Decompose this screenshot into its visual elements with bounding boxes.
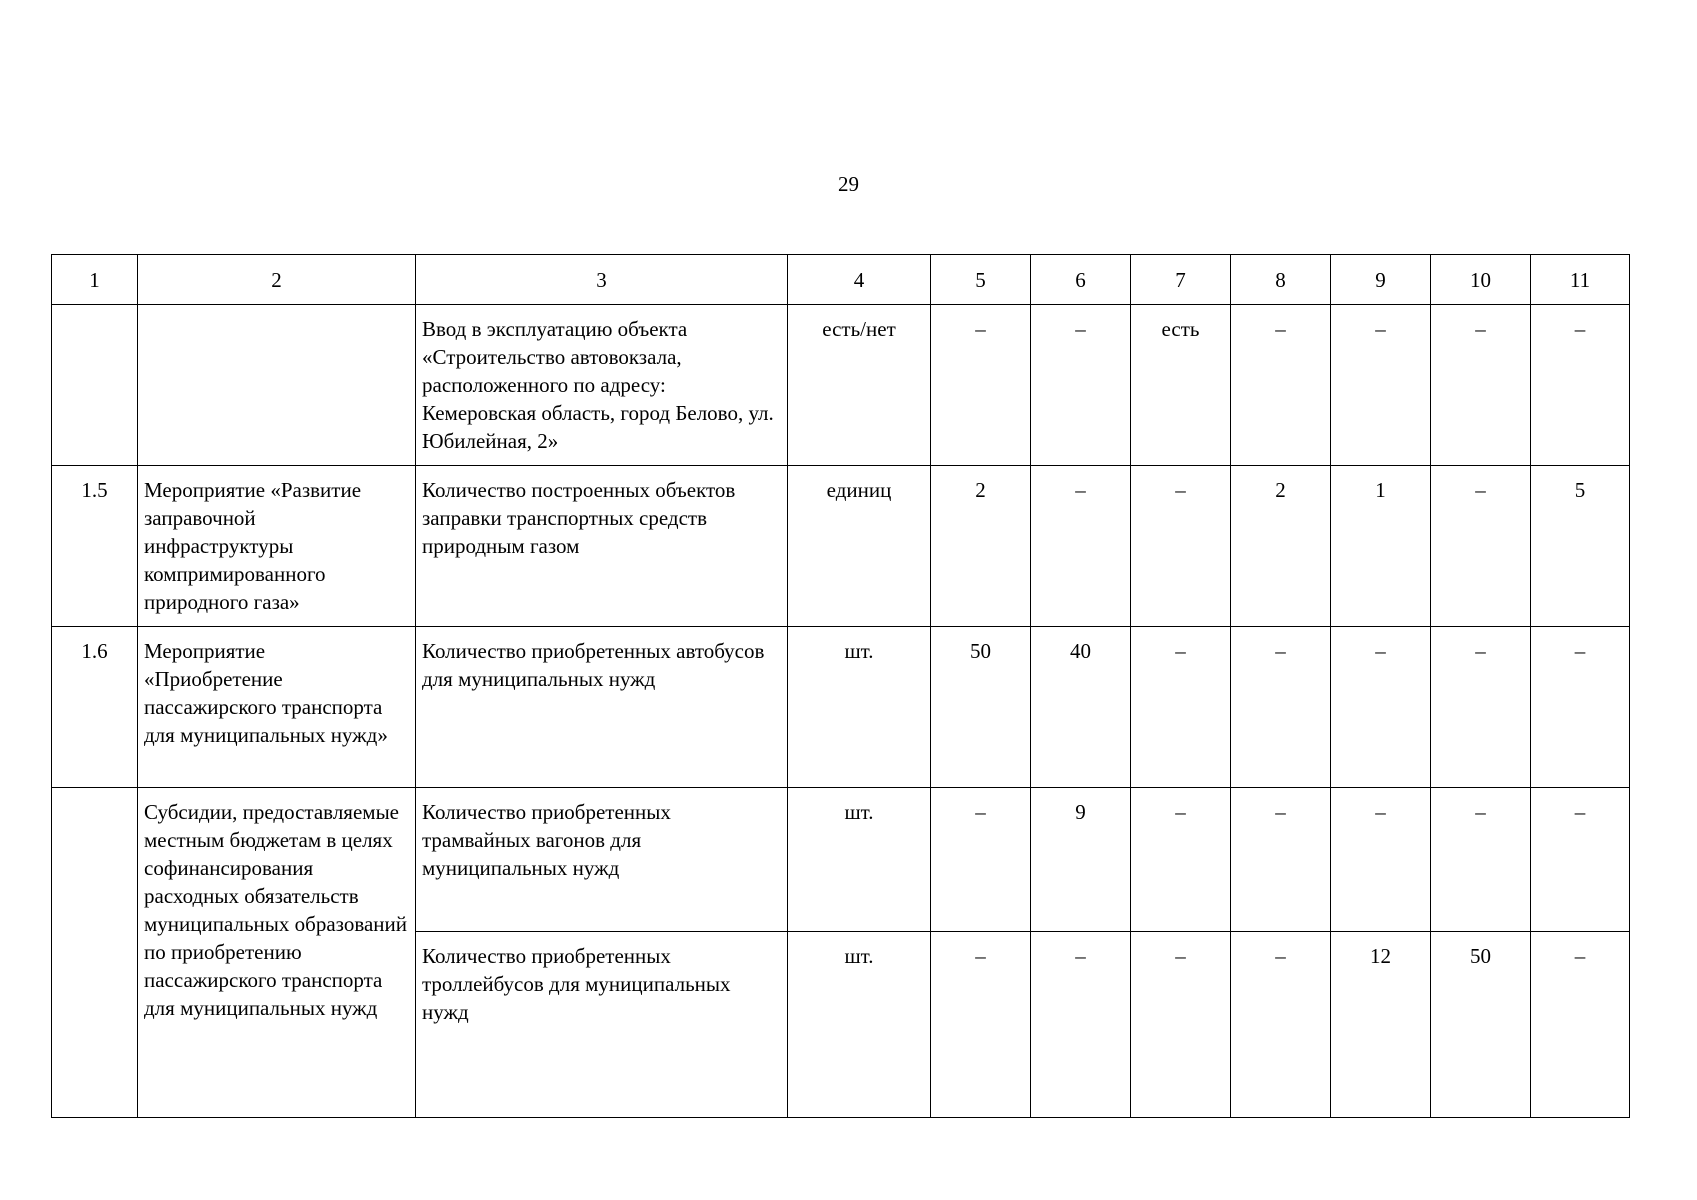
value-cell: –: [1131, 788, 1231, 932]
row-number-cell: 1.5: [52, 466, 138, 627]
value-cell: –: [1231, 932, 1331, 1118]
header-cell: 11: [1531, 255, 1630, 305]
value-cell: –: [1531, 627, 1630, 788]
event-cell: Субсидии, предоставляемые местным бюджетам в целях софинансирования расходных обязательств муниципальных образований по приобретению пассажирского транспорта для муниципальных нужд: [138, 788, 416, 1118]
value-cell: –: [1431, 305, 1531, 466]
header-cell: 10: [1431, 255, 1531, 305]
value-cell: 1: [1331, 466, 1431, 627]
table-header-row: [52, 255, 1630, 305]
indicator-cell: Количество приобретенных автобусов для муниципальных нужд: [416, 627, 788, 788]
value-cell: –: [1131, 932, 1231, 1118]
header-cell: 7: [1131, 255, 1231, 305]
value-cell: –: [1431, 466, 1531, 627]
header-cell: 1: [52, 255, 138, 305]
page-number: 29: [838, 172, 859, 196]
value-cell: 50: [931, 627, 1031, 788]
value-cell: 40: [1031, 627, 1131, 788]
header-cell: 6: [1031, 255, 1131, 305]
value-cell: –: [1531, 932, 1630, 1118]
value-cell: –: [1531, 788, 1630, 932]
indicator-cell: Ввод в эксплуатацию объекта «Строительство автовокзала, расположенного по адресу: Кемеровская область, город Белово, ул. Юбилейная, 2»: [416, 305, 788, 466]
unit-cell: шт.: [788, 627, 931, 788]
indicator-cell: Количество приобретенных троллейбусов для муниципальных нужд: [416, 932, 788, 1118]
value-cell: –: [1331, 788, 1431, 932]
value-cell: –: [1531, 305, 1630, 466]
value-cell: –: [1131, 466, 1231, 627]
header-cell: 5: [931, 255, 1031, 305]
value-cell: –: [1431, 627, 1531, 788]
header-cell: 4: [788, 255, 931, 305]
event-cell: [138, 305, 416, 466]
value-cell: –: [1231, 627, 1331, 788]
header-cell: 2: [138, 255, 416, 305]
header-cell: 9: [1331, 255, 1431, 305]
value-cell: –: [1031, 466, 1131, 627]
value-cell: –: [1231, 788, 1331, 932]
unit-cell: шт.: [788, 932, 931, 1118]
value-cell: 2: [931, 466, 1031, 627]
table-row: [52, 788, 1630, 932]
value-cell: –: [931, 305, 1031, 466]
value-cell: 50: [1431, 932, 1531, 1118]
header-cell: 8: [1231, 255, 1331, 305]
indicator-cell: Количество построенных объектов заправки транспортных средств природным газом: [416, 466, 788, 627]
value-cell: –: [1331, 627, 1431, 788]
unit-cell: есть/нет: [788, 305, 931, 466]
value-cell: –: [931, 932, 1031, 1118]
value-cell: –: [931, 788, 1031, 932]
unit-cell: единиц: [788, 466, 931, 627]
value-cell: 9: [1031, 788, 1131, 932]
value-cell: –: [1031, 932, 1131, 1118]
table-row: [52, 305, 1630, 466]
value-cell: –: [1331, 305, 1431, 466]
value-cell: есть: [1131, 305, 1231, 466]
row-number-cell: [52, 788, 138, 1118]
value-cell: –: [1031, 305, 1131, 466]
table-row: [52, 466, 1630, 627]
row-number-cell: [52, 305, 138, 466]
event-cell: Мероприятие «Приобретение пассажирского транспорта для муниципальных нужд»: [138, 627, 416, 788]
header-cell: 3: [416, 255, 788, 305]
row-number-cell: 1.6: [52, 627, 138, 788]
event-cell: Мероприятие «Развитие заправочной инфраструктуры компримированного природного газа»: [138, 466, 416, 627]
value-cell: 2: [1231, 466, 1331, 627]
value-cell: 12: [1331, 932, 1431, 1118]
indicators-table: [51, 254, 1630, 1118]
unit-cell: шт.: [788, 788, 931, 932]
value-cell: –: [1131, 627, 1231, 788]
table-row: [52, 627, 1630, 788]
value-cell: –: [1431, 788, 1531, 932]
value-cell: –: [1231, 305, 1331, 466]
indicator-cell: Количество приобретенных трамвайных вагонов для муниципальных нужд: [416, 788, 788, 932]
value-cell: 5: [1531, 466, 1630, 627]
